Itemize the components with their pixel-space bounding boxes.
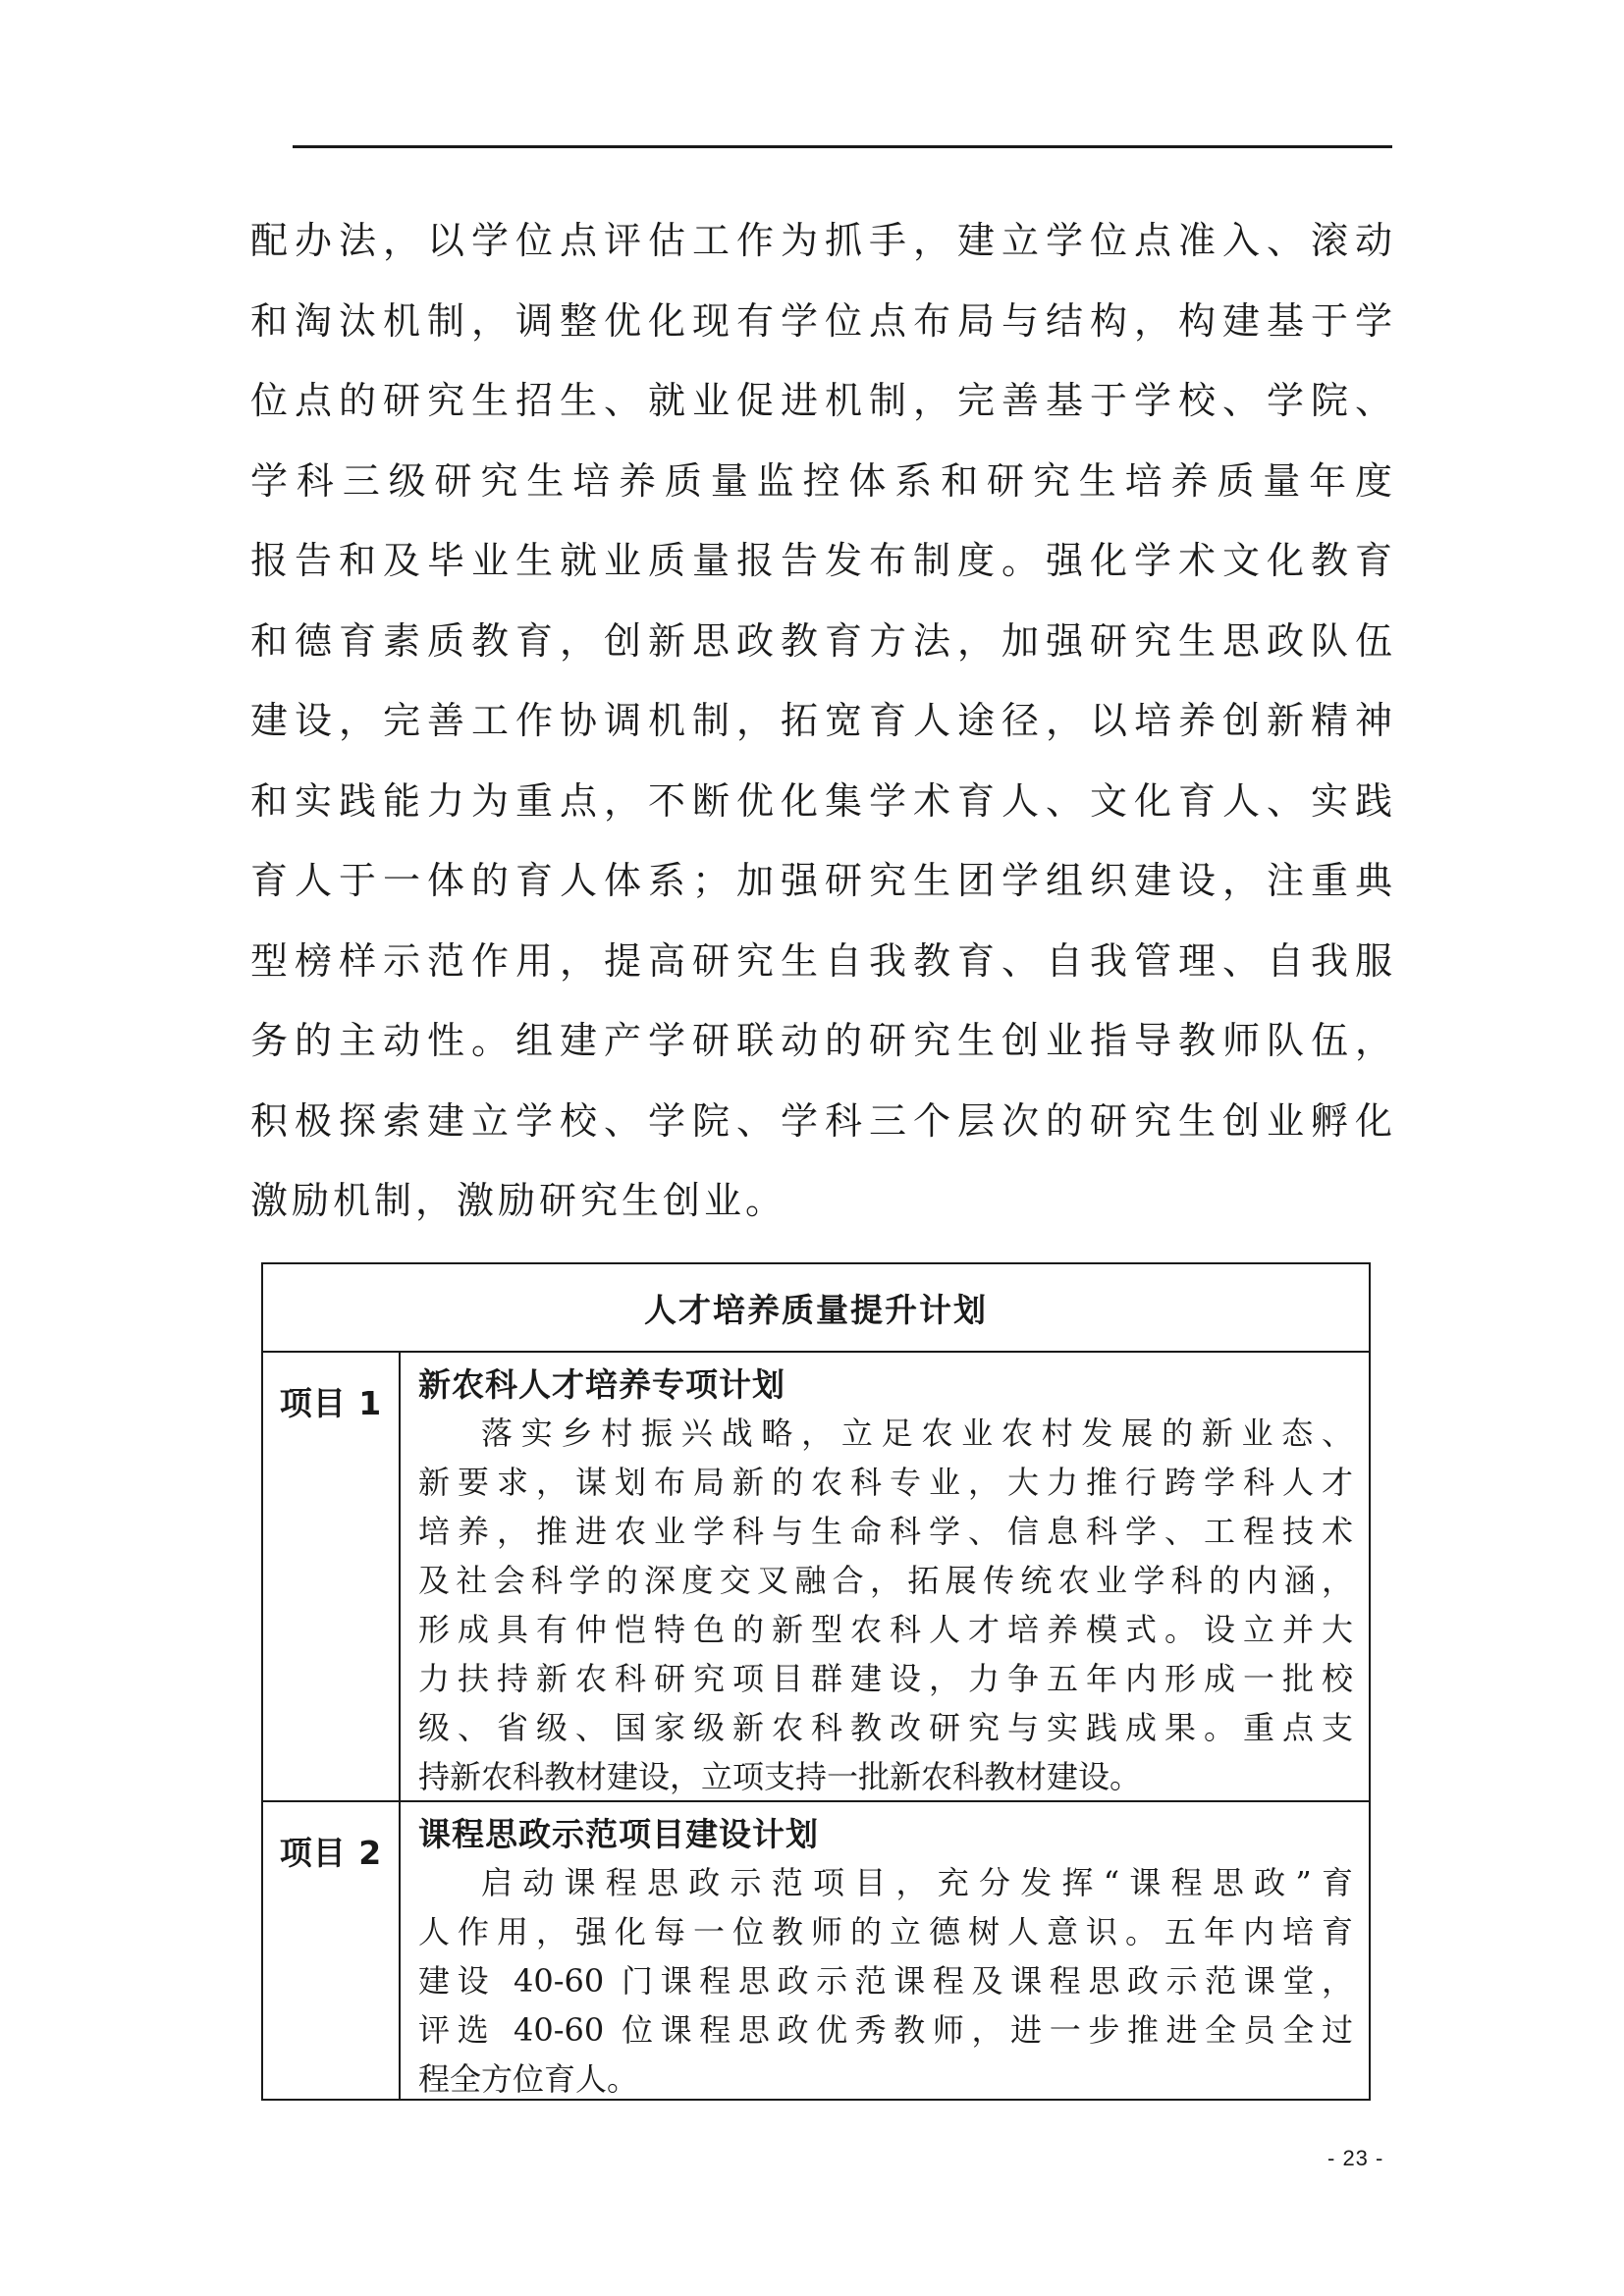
project-text-line: 启动课程思政示范项目，充分发挥“课程思政”育 (481, 1864, 1353, 1901)
table-row (263, 1353, 1369, 1802)
project-label: 项目 2 (263, 1802, 401, 2099)
project-text-line: 新要求，谋划布局新的农科专业，大力推行跨学科人才 (418, 1464, 1353, 1501)
project-text-line: 建设 40-60 门课程思政示范课程及课程思政示范课堂， (418, 1962, 1353, 2000)
body-line: 激励机制，激励研究生创业。 (250, 1179, 787, 1222)
project-text-line: 程全方位育人。 (418, 2060, 639, 2098)
project-text-line: 人作用，强化每一位教师的立德树人意识。五年内培育 (418, 1913, 1353, 1950)
project-text-line: 培养，推进农业学科与生命科学、信息科学、工程技术 (418, 1513, 1353, 1550)
body-line: 积极探索建立学校、学院、学科三个层次的研究生创业孵化 (250, 1098, 1392, 1143)
body-line: 报告和及毕业生就业质量报告发布制度。强化学术文化教育 (250, 539, 1392, 582)
plan-table (261, 1262, 1371, 2101)
body-line: 学科三级研究生培养质量监控体系和研究生培养质量年度 (250, 458, 1392, 503)
body-paragraph (250, 201, 1392, 1242)
body-line: 育人于一体的育人体系；加强研究生团学组织建设，注重典 (250, 859, 1392, 902)
project-text-line: 力扶持新农科研究项目群建设，力争五年内形成一批校 (418, 1660, 1353, 1697)
project-title: 课程思政示范项目建设计划 (418, 1815, 819, 1853)
body-line: 位点的研究生招生、就业促进机制，完善基于学校、学院、 (250, 379, 1392, 422)
project-text-line: 形成具有仲恺特色的新型农科人才培养模式。设立并大 (418, 1611, 1353, 1648)
project-title: 新农科人才培养专项计划 (418, 1365, 785, 1404)
project-text-line: 评选 40-60 位课程思政优秀教师，进一步推进全员全过 (418, 2011, 1353, 2049)
body-line: 和实践能力为重点，不断优化集学术育人、文化育人、实践 (250, 778, 1392, 823)
header-rule (293, 145, 1392, 148)
table-title: 人才培养质量提升计划 (263, 1264, 1369, 1353)
project-text-line: 落实乡村振兴战略，立足农业农村发展的新业态、 (481, 1415, 1353, 1452)
body-line: 务的主动性。组建产学研联动的研究生创业指导教师队伍， (250, 1019, 1392, 1062)
table-row (263, 1802, 1369, 2099)
project-text-line: 持新农科教材建设，立项支持一批新农科教材建设。 (418, 1758, 1142, 1795)
body-line: 型榜样示范作用，提高研究生自我教育、自我管理、自我服 (250, 938, 1392, 983)
project-content (401, 1802, 1369, 2099)
body-line: 和淘汰机制，调整优化现有学位点布局与结构，构建基于学 (250, 298, 1392, 343)
project-content (401, 1353, 1369, 1800)
project-text-line: 级、省级、国家级新农科教改研究与实践成果。重点支 (418, 1709, 1353, 1746)
body-line: 和德育素质教育，创新思政教育方法，加强研究生思政队伍 (250, 618, 1392, 663)
project-text-line: 及社会科学的深度交叉融合，拓展传统农业学科的内涵， (418, 1562, 1353, 1599)
page-number: - 23 - (1327, 2146, 1384, 2170)
body-line: 配办法，以学位点评估工作为抓手，建立学位点准入、滚动 (250, 219, 1392, 262)
body-line: 建设，完善工作协调机制，拓宽育人途径，以培养创新精神 (250, 699, 1392, 742)
project-label: 项目 1 (263, 1353, 401, 1800)
